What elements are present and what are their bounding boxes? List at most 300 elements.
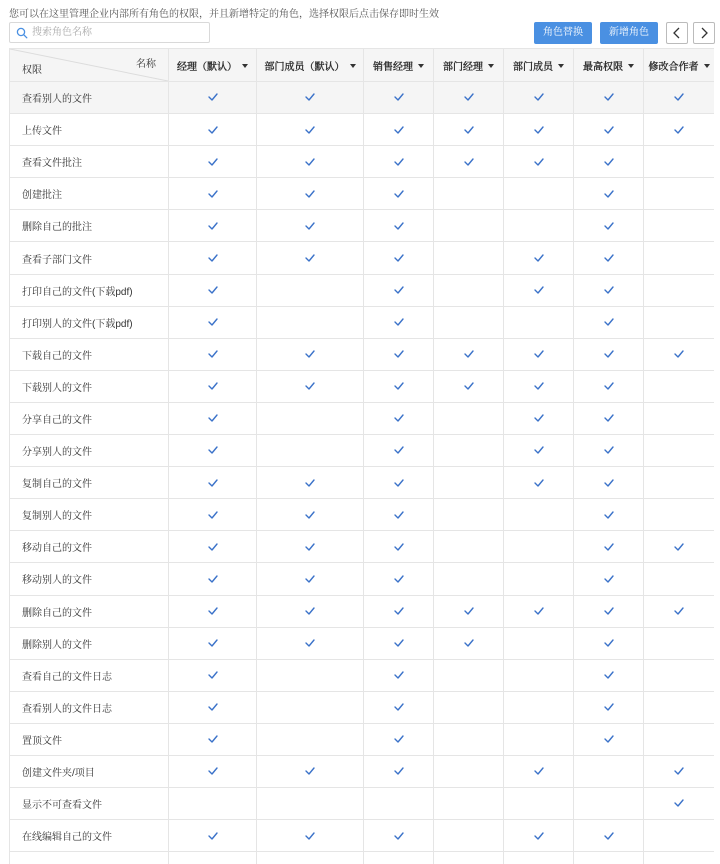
caret-down-icon[interactable] — [418, 64, 424, 68]
check-icon — [604, 445, 614, 456]
permission-cell[interactable] — [504, 499, 574, 531]
permission-cell[interactable] — [257, 467, 364, 499]
permission-cell[interactable] — [169, 691, 257, 723]
permission-cell[interactable] — [169, 788, 257, 820]
check-icon — [604, 413, 614, 424]
permission-cell[interactable] — [434, 114, 504, 146]
check-icon — [464, 606, 474, 617]
permission-cell[interactable] — [364, 820, 434, 852]
permission-cell[interactable] — [434, 563, 504, 595]
check-icon — [604, 188, 614, 199]
permission-cell[interactable] — [504, 146, 574, 178]
permission-name: 置顶文件 — [10, 723, 169, 755]
permission-cell[interactable] — [644, 531, 715, 563]
permission-cell[interactable] — [434, 852, 504, 864]
check-icon — [464, 381, 474, 392]
permission-cell[interactable] — [574, 723, 644, 755]
check-icon — [534, 606, 544, 617]
permission-cell[interactable] — [257, 563, 364, 595]
permission-name: 查看自己的文件日志 — [10, 659, 169, 691]
permission-cell[interactable] — [257, 274, 364, 306]
caret-down-icon[interactable] — [558, 64, 564, 68]
permission-cell[interactable] — [504, 691, 574, 723]
permission-cell[interactable] — [574, 242, 644, 274]
table-row — [10, 274, 715, 306]
permission-cell[interactable] — [504, 82, 574, 114]
permission-cell[interactable] — [169, 435, 257, 467]
check-icon — [604, 606, 614, 617]
check-icon — [208, 349, 218, 360]
permission-cell[interactable] — [434, 467, 504, 499]
scroll-left-button[interactable] — [666, 22, 688, 44]
check-icon — [604, 253, 614, 264]
check-icon — [394, 830, 404, 841]
permission-cell[interactable] — [644, 435, 715, 467]
permission-cell[interactable] — [257, 755, 364, 787]
permission-name: 删除别人的文件 — [10, 627, 169, 659]
check-icon — [534, 253, 544, 264]
permission-cell[interactable] — [644, 370, 715, 402]
check-icon — [305, 766, 315, 777]
check-icon — [534, 124, 544, 135]
permission-cell[interactable] — [257, 627, 364, 659]
permission-cell[interactable] — [257, 210, 364, 242]
permission-cell[interactable] — [574, 788, 644, 820]
check-icon — [464, 92, 474, 103]
permission-cell[interactable] — [434, 820, 504, 852]
check-icon — [208, 702, 218, 713]
table-row — [10, 242, 715, 274]
permission-name: 打印自己的文件(下载pdf) — [10, 274, 169, 306]
permission-cell[interactable] — [364, 402, 434, 434]
page-description: 您可以在这里管理企业内部所有角色的权限，并且新增特定的角色，选择权限后点击保存即时生效 — [9, 9, 439, 20]
caret-down-icon[interactable] — [628, 64, 634, 68]
permission-cell[interactable] — [364, 210, 434, 242]
permission-cell[interactable] — [574, 435, 644, 467]
permission-cell[interactable] — [364, 755, 434, 787]
permission-cell[interactable] — [504, 820, 574, 852]
permission-cell[interactable] — [434, 306, 504, 338]
permission-cell[interactable] — [169, 370, 257, 402]
permission-cell[interactable] — [364, 274, 434, 306]
table-row — [10, 723, 715, 755]
permission-cell[interactable] — [169, 531, 257, 563]
permission-name: 在线编辑自己的文件 — [10, 820, 169, 852]
check-icon — [394, 702, 404, 713]
permission-cell[interactable] — [257, 178, 364, 210]
permission-cell[interactable] — [574, 595, 644, 627]
permission-cell[interactable] — [257, 820, 364, 852]
permission-name — [10, 852, 169, 864]
permission-cell[interactable] — [434, 370, 504, 402]
check-icon — [604, 670, 614, 681]
permission-cell[interactable] — [504, 274, 574, 306]
permission-cell[interactable] — [574, 210, 644, 242]
check-icon — [674, 798, 684, 809]
permission-cell[interactable] — [434, 691, 504, 723]
permission-cell[interactable] — [644, 306, 715, 338]
permission-cell[interactable] — [504, 755, 574, 787]
permission-cell[interactable] — [257, 242, 364, 274]
permission-cell[interactable] — [644, 178, 715, 210]
permission-cell[interactable] — [257, 146, 364, 178]
permission-cell[interactable] — [644, 659, 715, 691]
permission-cell[interactable] — [504, 659, 574, 691]
table-row — [10, 146, 715, 178]
permission-cell[interactable] — [574, 178, 644, 210]
check-icon — [674, 124, 684, 135]
permission-name: 分享自己的文件 — [10, 402, 169, 434]
permission-cell[interactable] — [434, 788, 504, 820]
check-icon — [305, 509, 315, 520]
check-icon — [394, 509, 404, 520]
check-icon — [394, 638, 404, 649]
permission-cell[interactable] — [434, 274, 504, 306]
permission-cell[interactable] — [574, 402, 644, 434]
permission-cell[interactable] — [644, 595, 715, 627]
permission-cell[interactable] — [257, 852, 364, 864]
check-icon — [394, 349, 404, 360]
permission-cell[interactable] — [504, 563, 574, 595]
check-icon — [394, 92, 404, 103]
permission-cell[interactable] — [169, 852, 257, 864]
permission-cell[interactable] — [257, 595, 364, 627]
permission-cell[interactable] — [574, 114, 644, 146]
permission-cell[interactable] — [644, 274, 715, 306]
permission-cell[interactable] — [574, 274, 644, 306]
permission-cell[interactable] — [434, 82, 504, 114]
permission-cell[interactable] — [257, 659, 364, 691]
permission-cell[interactable] — [574, 659, 644, 691]
permission-cell[interactable] — [504, 306, 574, 338]
check-icon — [208, 606, 218, 617]
check-icon — [208, 830, 218, 841]
permission-cell[interactable] — [504, 242, 574, 274]
table-row — [10, 563, 715, 595]
permission-cell[interactable] — [644, 242, 715, 274]
role-name: 销售经理 — [373, 61, 413, 73]
corner-permission-label: 权限 — [22, 65, 42, 76]
permission-cell[interactable] — [364, 306, 434, 338]
caret-down-icon[interactable] — [242, 64, 248, 68]
permission-cell[interactable] — [574, 563, 644, 595]
table-row — [10, 402, 715, 434]
permission-cell[interactable] — [364, 788, 434, 820]
permission-cell[interactable] — [169, 723, 257, 755]
permission-cell[interactable] — [434, 755, 504, 787]
role-switch-button[interactable]: 角色替换 — [534, 22, 592, 44]
permission-name: 删除自己的文件 — [10, 595, 169, 627]
permission-cell[interactable] — [364, 242, 434, 274]
table-row — [10, 499, 715, 531]
permission-cell[interactable] — [434, 338, 504, 370]
permission-cell[interactable] — [169, 499, 257, 531]
permission-cell[interactable] — [169, 114, 257, 146]
permission-cell[interactable] — [257, 531, 364, 563]
permission-cell[interactable] — [169, 338, 257, 370]
permission-cell[interactable] — [434, 178, 504, 210]
permission-cell[interactable] — [504, 852, 574, 864]
role-header-5[interactable] — [574, 49, 644, 82]
permission-cell[interactable] — [574, 146, 644, 178]
permission-cell[interactable] — [169, 274, 257, 306]
permission-cell[interactable] — [574, 306, 644, 338]
permission-name: 上传文件 — [10, 114, 169, 146]
permission-cell[interactable] — [169, 755, 257, 787]
check-icon — [394, 381, 404, 392]
permission-cell[interactable] — [644, 210, 715, 242]
check-icon — [305, 830, 315, 841]
permission-cell[interactable] — [574, 691, 644, 723]
permission-cell[interactable] — [644, 499, 715, 531]
permission-name: 移动自己的文件 — [10, 531, 169, 563]
permission-cell[interactable] — [257, 499, 364, 531]
role-header-0[interactable] — [169, 49, 257, 82]
permission-cell[interactable] — [257, 370, 364, 402]
check-icon — [604, 317, 614, 328]
permission-cell[interactable] — [364, 82, 434, 114]
check-icon — [604, 573, 614, 584]
permission-name: 下载自己的文件 — [10, 338, 169, 370]
role-header-6[interactable] — [644, 49, 715, 82]
permission-cell[interactable] — [574, 852, 644, 864]
table-row — [10, 820, 715, 852]
check-icon — [464, 156, 474, 167]
permission-cell[interactable] — [364, 659, 434, 691]
permission-cell[interactable] — [364, 563, 434, 595]
permission-name: 移动别人的文件 — [10, 563, 169, 595]
permission-cell[interactable] — [504, 627, 574, 659]
permission-cell[interactable] — [169, 306, 257, 338]
check-icon — [208, 541, 218, 552]
permission-cell[interactable] — [434, 531, 504, 563]
permission-cell[interactable] — [574, 627, 644, 659]
permission-cell[interactable] — [169, 659, 257, 691]
permission-cell[interactable] — [257, 306, 364, 338]
permission-cell[interactable] — [574, 370, 644, 402]
permission-cell[interactable] — [504, 723, 574, 755]
permission-cell[interactable] — [364, 114, 434, 146]
permission-cell[interactable] — [504, 178, 574, 210]
permission-cell[interactable] — [574, 467, 644, 499]
check-icon — [674, 606, 684, 617]
permission-cell[interactable] — [434, 242, 504, 274]
check-icon — [305, 188, 315, 199]
permission-cell[interactable] — [434, 627, 504, 659]
table-row — [10, 595, 715, 627]
permission-cell[interactable] — [257, 114, 364, 146]
check-icon — [394, 606, 404, 617]
permission-cell[interactable] — [257, 82, 364, 114]
permission-cell[interactable] — [574, 82, 644, 114]
permission-cell[interactable] — [257, 338, 364, 370]
check-icon — [394, 253, 404, 264]
check-icon — [604, 734, 614, 745]
permission-name: 打印别人的文件(下载pdf) — [10, 306, 169, 338]
check-icon — [534, 830, 544, 841]
permission-cell[interactable] — [169, 242, 257, 274]
check-icon — [464, 638, 474, 649]
permission-cell[interactable] — [169, 402, 257, 434]
table-row — [10, 370, 715, 402]
permission-cell[interactable] — [644, 723, 715, 755]
permission-cell[interactable] — [644, 467, 715, 499]
permission-cell[interactable] — [434, 146, 504, 178]
add-role-button[interactable]: 新增角色 — [600, 22, 658, 44]
table-row — [10, 659, 715, 691]
permission-cell[interactable] — [504, 370, 574, 402]
permission-cell[interactable] — [504, 114, 574, 146]
permission-cell[interactable] — [364, 467, 434, 499]
search-box[interactable] — [9, 22, 210, 43]
permission-cell[interactable] — [644, 338, 715, 370]
permission-cell[interactable] — [364, 627, 434, 659]
check-icon — [604, 124, 614, 135]
permission-cell[interactable] — [169, 146, 257, 178]
permission-cell[interactable] — [364, 370, 434, 402]
permission-cell[interactable] — [504, 467, 574, 499]
table-row — [10, 852, 715, 864]
permission-cell[interactable] — [364, 338, 434, 370]
permission-cell[interactable] — [434, 659, 504, 691]
check-icon — [394, 541, 404, 552]
search-input[interactable] — [32, 24, 204, 41]
table-row — [10, 755, 715, 787]
permission-cell[interactable] — [169, 820, 257, 852]
check-icon — [394, 573, 404, 584]
role-header-2[interactable] — [364, 49, 434, 82]
permission-cell[interactable] — [434, 595, 504, 627]
corner-name-label: 名称 — [136, 59, 156, 70]
check-icon — [604, 477, 614, 488]
permission-cell[interactable] — [257, 402, 364, 434]
permission-cell[interactable] — [434, 499, 504, 531]
caret-down-icon[interactable] — [704, 64, 710, 68]
check-icon — [464, 349, 474, 360]
check-icon — [604, 509, 614, 520]
permission-cell[interactable] — [504, 531, 574, 563]
caret-down-icon[interactable] — [488, 64, 494, 68]
check-icon — [305, 156, 315, 167]
permission-cell[interactable] — [434, 723, 504, 755]
check-icon — [305, 253, 315, 264]
caret-down-icon[interactable] — [350, 64, 356, 68]
permission-cell[interactable] — [169, 563, 257, 595]
permission-cell[interactable] — [644, 755, 715, 787]
permission-table-container — [9, 48, 714, 864]
permission-name: 删除自己的批注 — [10, 210, 169, 242]
permission-cell[interactable] — [257, 435, 364, 467]
permission-cell[interactable] — [169, 178, 257, 210]
role-header-1[interactable] — [257, 49, 364, 82]
permission-cell[interactable] — [364, 723, 434, 755]
permission-table — [9, 48, 714, 864]
permission-cell[interactable] — [169, 627, 257, 659]
permission-cell[interactable] — [257, 788, 364, 820]
permission-cell[interactable] — [169, 210, 257, 242]
check-icon — [534, 156, 544, 167]
check-icon — [604, 830, 614, 841]
check-icon — [604, 156, 614, 167]
table-row — [10, 627, 715, 659]
scroll-right-button[interactable] — [693, 22, 715, 44]
permission-cell[interactable] — [574, 820, 644, 852]
permission-cell[interactable] — [644, 82, 715, 114]
permission-name: 分享别人的文件 — [10, 435, 169, 467]
check-icon — [208, 638, 218, 649]
permission-cell[interactable] — [257, 723, 364, 755]
permission-name: 查看别人的文件日志 — [10, 691, 169, 723]
permission-cell[interactable] — [644, 563, 715, 595]
check-icon — [208, 734, 218, 745]
check-icon — [394, 188, 404, 199]
permission-cell[interactable] — [644, 691, 715, 723]
check-icon — [305, 220, 315, 231]
table-row — [10, 82, 715, 114]
role-header-4[interactable] — [504, 49, 574, 82]
permission-cell[interactable] — [574, 499, 644, 531]
permission-cell[interactable] — [434, 210, 504, 242]
permission-cell[interactable] — [574, 755, 644, 787]
chevron-right-icon — [699, 27, 709, 39]
permission-cell[interactable] — [169, 595, 257, 627]
check-icon — [674, 541, 684, 552]
role-header-3[interactable] — [434, 49, 504, 82]
permission-cell[interactable] — [644, 114, 715, 146]
permission-cell[interactable] — [169, 82, 257, 114]
permission-cell[interactable] — [257, 691, 364, 723]
permission-cell[interactable] — [504, 435, 574, 467]
permission-cell[interactable] — [504, 402, 574, 434]
permission-cell[interactable] — [364, 178, 434, 210]
permission-cell[interactable] — [434, 402, 504, 434]
permission-cell[interactable] — [574, 531, 644, 563]
check-icon — [305, 541, 315, 552]
permission-cell[interactable] — [644, 402, 715, 434]
permission-cell[interactable] — [364, 595, 434, 627]
check-icon — [208, 92, 218, 103]
permission-cell[interactable] — [504, 338, 574, 370]
permission-cell[interactable] — [364, 852, 434, 864]
header-corner-cell — [10, 49, 169, 82]
permission-cell[interactable] — [169, 467, 257, 499]
permission-cell[interactable] — [434, 435, 504, 467]
permission-cell[interactable] — [364, 691, 434, 723]
check-icon — [604, 220, 614, 231]
check-icon — [534, 477, 544, 488]
role-name: 部门成员 — [513, 61, 553, 73]
permission-cell[interactable] — [504, 788, 574, 820]
permission-cell[interactable] — [644, 852, 715, 864]
check-icon — [394, 317, 404, 328]
permission-cell[interactable] — [364, 531, 434, 563]
permission-cell[interactable] — [644, 146, 715, 178]
permission-cell[interactable] — [364, 435, 434, 467]
permission-cell[interactable] — [644, 627, 715, 659]
check-icon — [394, 124, 404, 135]
permission-cell[interactable] — [504, 595, 574, 627]
role-name: 最高权限 — [583, 61, 623, 73]
permission-cell[interactable] — [504, 210, 574, 242]
role-name: 部门经理 — [443, 61, 483, 73]
permission-cell[interactable] — [644, 820, 715, 852]
permission-cell[interactable] — [574, 338, 644, 370]
permission-cell[interactable] — [644, 788, 715, 820]
permission-cell[interactable] — [364, 146, 434, 178]
permission-cell[interactable] — [364, 499, 434, 531]
check-icon — [208, 670, 218, 681]
check-icon — [394, 734, 404, 745]
